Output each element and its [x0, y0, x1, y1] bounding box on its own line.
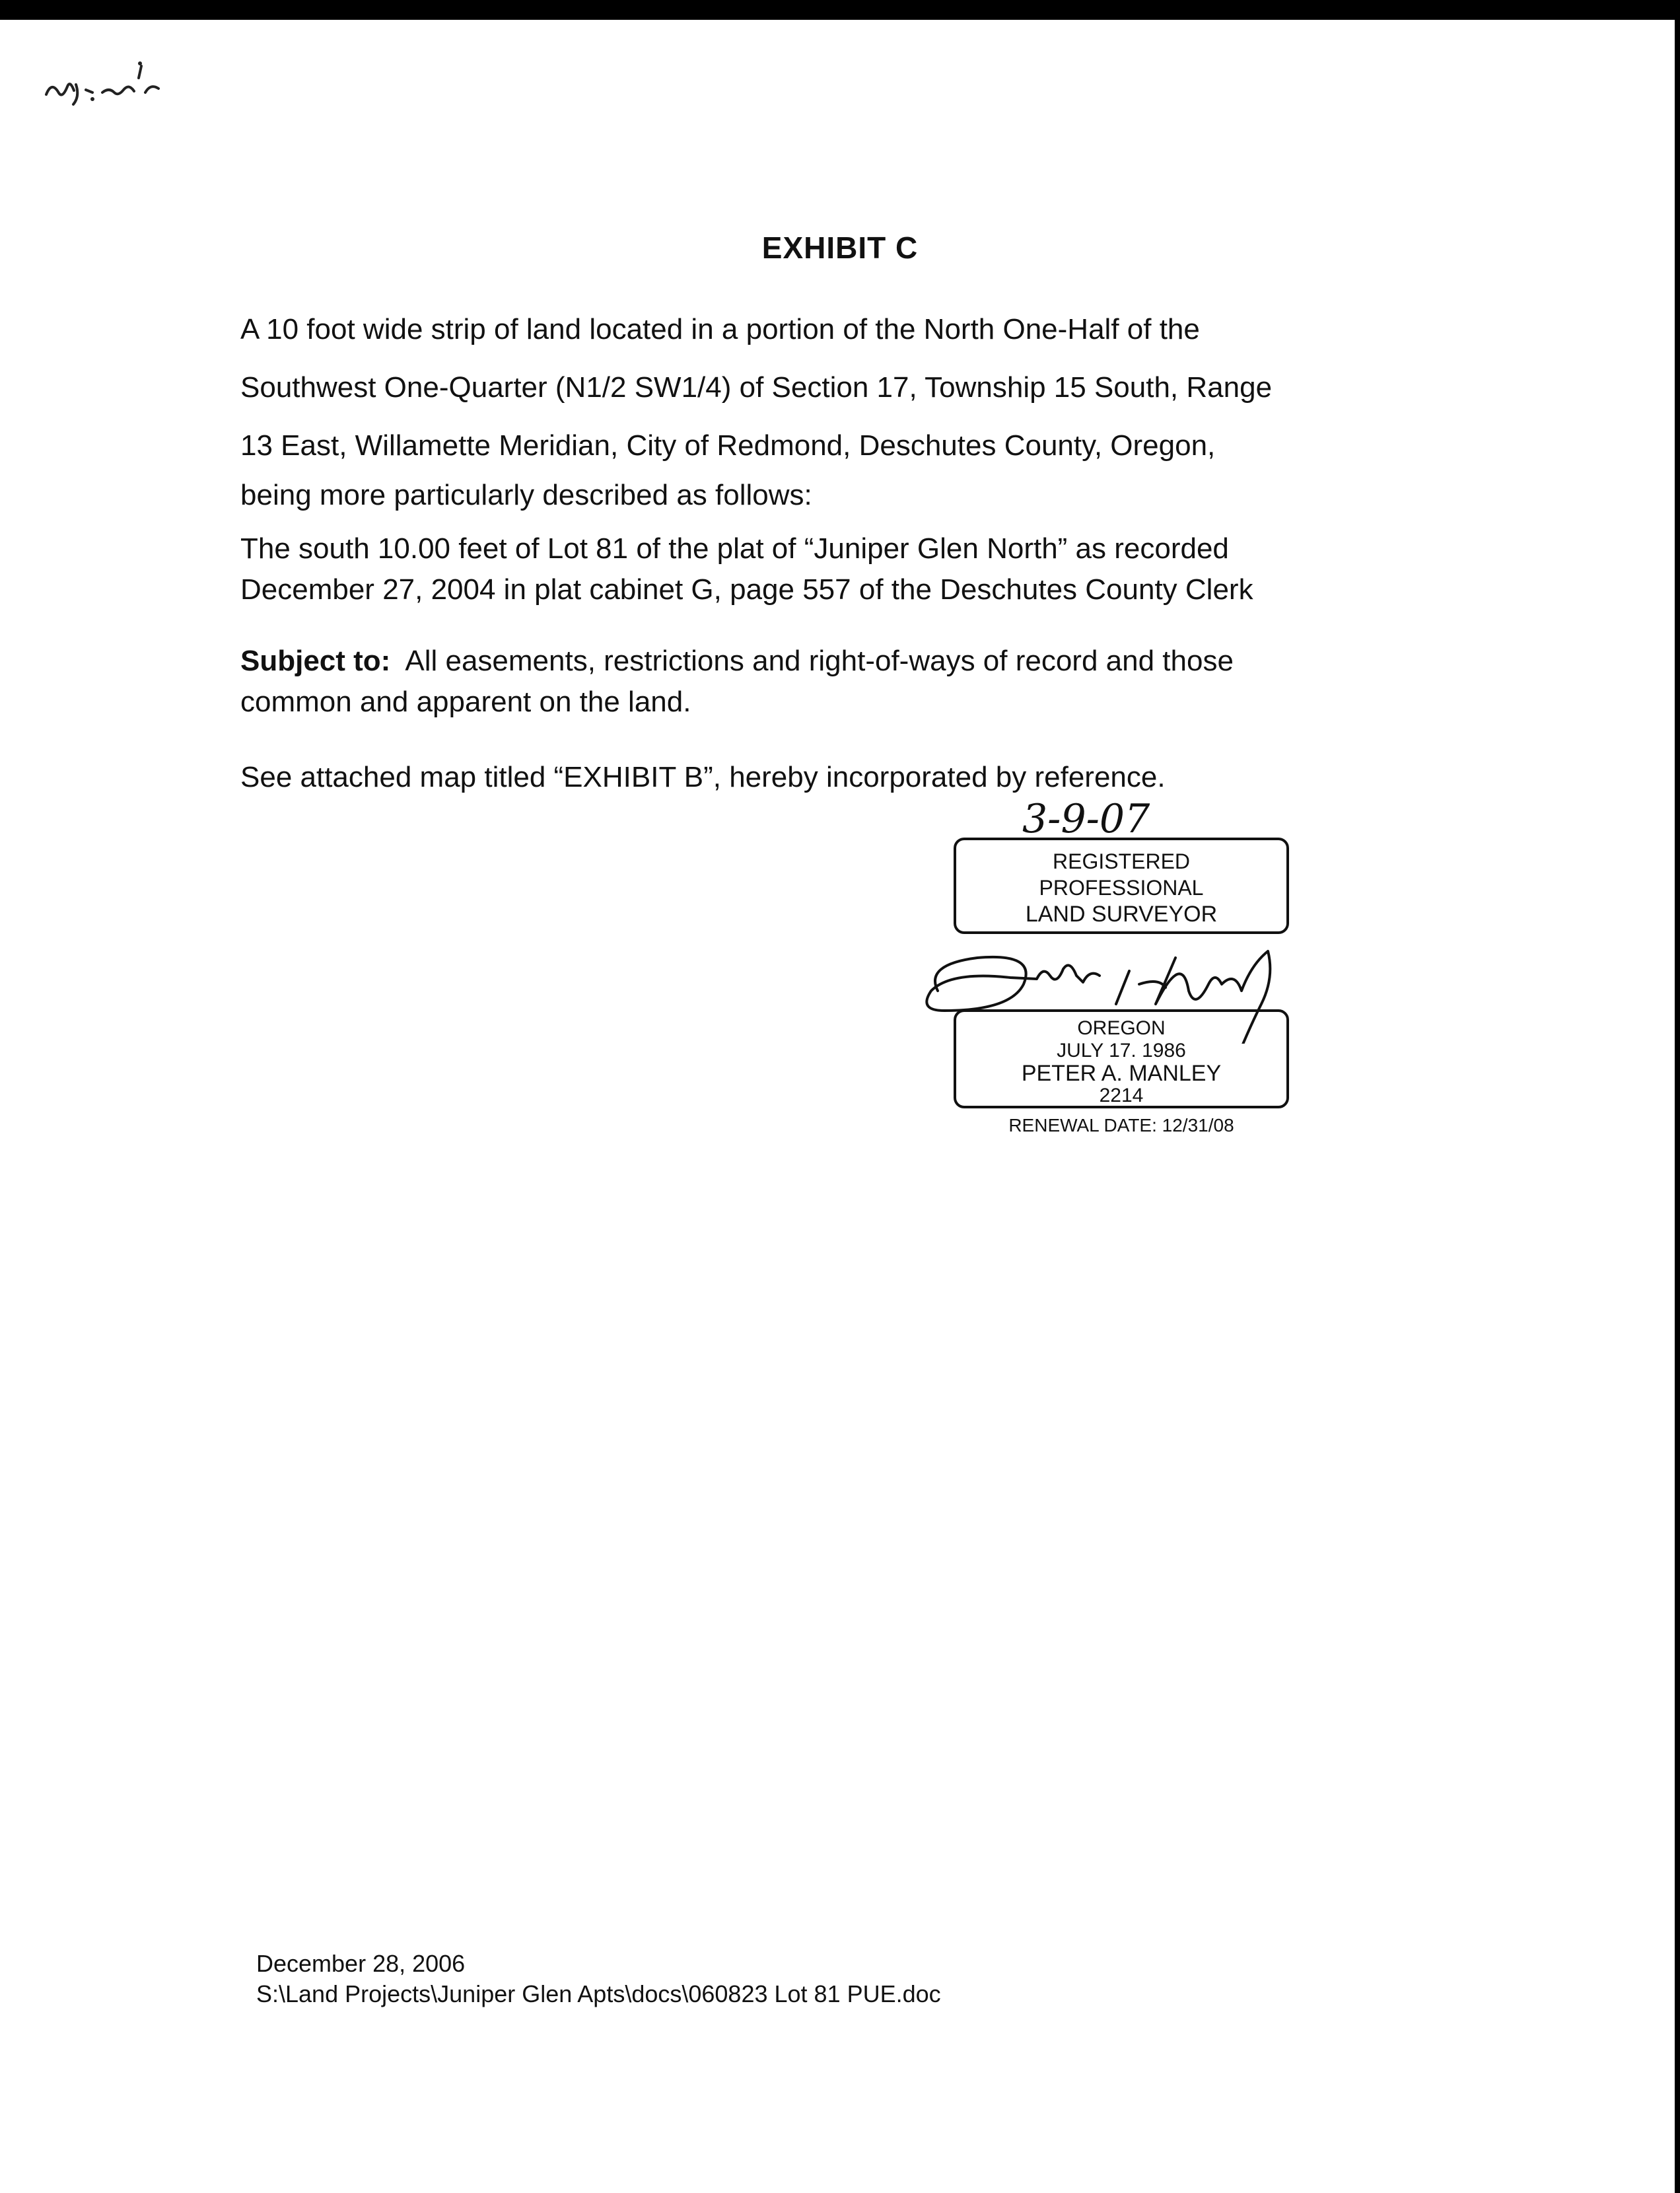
stamp-line: JULY 17. 1986: [1057, 1040, 1186, 1061]
document-footer: [256, 1949, 941, 2009]
stamp-line: 2214: [1099, 1085, 1144, 1106]
document-title: EXHIBIT C: [761, 231, 919, 265]
paragraph-line: being more particularly described as follows:: [240, 479, 812, 511]
subject-to-paragraph: [240, 641, 1416, 723]
stamp-line: PETER A. MANLEY: [1021, 1061, 1222, 1086]
paragraph-line: Southwest One-Quarter (N1/2 SW1/4) of Section 17, Township 15 South, Range: [240, 371, 1273, 404]
paragraph-line: 13 East, Willamette Meridian, City of Redmond, Deschutes County, Oregon,: [240, 429, 1216, 462]
paragraph-line: The south 10.00 feet of Lot 81 of the plat of “Juniper Glen North” as recorded: [240, 532, 1229, 565]
stamp-line: OREGON: [1077, 1017, 1166, 1039]
paragraph-line: December 27, 2004 in plat cabinet G, page 557 of the Deschutes County Clerk: [240, 573, 1253, 606]
scan-border-top: [0, 0, 1680, 20]
paragraph-line: common and apparent on the land.: [240, 686, 691, 718]
surveyor-stamp-bottom: [954, 1009, 1289, 1108]
stamp-line: REGISTERED: [1052, 849, 1191, 873]
stamp-line: LAND SURVEYOR: [1025, 902, 1218, 927]
footer-file-path: S:\Land Projects\Juniper Glen Apts\docs\060823 Lot 81 PUE.doc: [256, 1980, 941, 2007]
surveyor-stamp-top: [954, 838, 1289, 934]
stamp-line: PROFESSIONAL: [1039, 876, 1204, 900]
subject-text: All easements, restrictions and right-of-ways of record and those: [390, 645, 1234, 677]
see-attached-line: See attached map titled “EXHIBIT B”, hereby incorporated by reference.: [240, 761, 1166, 793]
handwritten-mark: [40, 58, 192, 118]
paragraph-line: [240, 641, 1416, 682]
legal-description-paragraph: [240, 301, 1416, 516]
subject-label: Subject to:: [240, 645, 391, 677]
handwritten-date: [1022, 793, 1300, 843]
svg-text:3-9-07: 3-9-07: [1022, 796, 1150, 842]
lot-description-paragraph: [240, 528, 1416, 610]
renewal-date: RENEWAL DATE: 12/31/08: [1008, 1115, 1234, 1135]
footer-date: December 28, 2006: [256, 1950, 466, 1977]
paragraph-line: A 10 foot wide strip of land located in a portion of the North One-Half of the: [240, 313, 1200, 345]
scan-border-right: [1675, 0, 1680, 2193]
